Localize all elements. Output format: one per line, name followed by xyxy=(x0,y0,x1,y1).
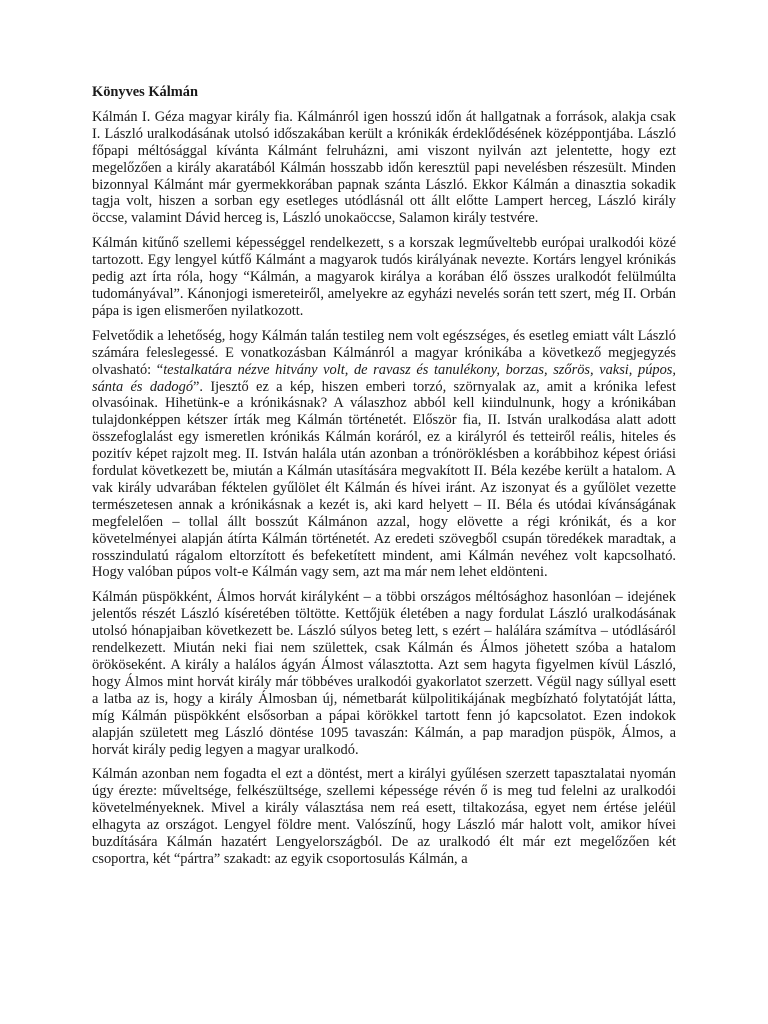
document-page xyxy=(92,84,676,876)
paragraph-text: Felvetődik a lehetőség, hogy Kálmán talán testileg nem volt egészséges, és esetleg emiatt vált László számára feleslegessé. E vonatkozásban Kálmánról a magyar krónikába a következő megjegyzés olvasható: “ xyxy=(92,327,676,378)
paragraph-text: Kálmán kitűnő szellemi képességgel rendelkezett, s a korszak legműveltebb európai uralkodói közé tartozott. Egy lengyel kútfő Kálmánt a magyarok tudós királyának nevezte. Kortárs lengyel krónikás pedig azt írta róla, hogy “Kálmán, a magyarok királya a korában élő összes uralkodót felülmúlta tudományával”. Kánonjogi ismereteiről, amelyekre az egyházi nevelés során tett szert, még II. Orbán pápa is igen elismerően nyilatkozott. xyxy=(92,235,676,319)
paragraph xyxy=(92,589,676,758)
document-title: Könyves Kálmán xyxy=(92,84,198,100)
paragraph-text: Kálmán I. Géza magyar király fia. Kálmánról igen hosszú időn át hallgatnak a források, alakja csak I. László uralkodásának utolsó időszakában került a krónikák érdeklődésének középpontjába. László főpapi méltósággal kívánta Kálmánt felruházni, ami viszont nyilván azt jelentette, hogy ezt megelőzően a király akaratából Kálmán hosszabb időn keresztül papi nevelésben részesült. Minden bizonnyal Kálmánt már gyermekkorában papnak szánta László. Ekkor Kálmán a dinasztia sokadik tagja volt, hiszen a sorban egy esetleges utódlásnál ott állt előtte Lampert herceg, László király öccse, valamint Dávid herceg is, László unokaöccse, Salamon király testvére. xyxy=(92,108,676,227)
paragraph xyxy=(92,766,676,867)
paragraph-text: Kálmán püspökként, Álmos horvát királyként – a többi országos méltósághoz hasonlóan – idejének jelentős részét László kíséretében töltötte. Kettőjük életében a nagy fordulat László uralkodásának utolsó hónapjaiban következett be. László súlyos beteg lett, s ezért – halálára számítva – utódlásáról rendelkezett. Miután neki fiai nem születtek, csak Kálmán és Álmos jöhetett szóba a hatalom örököseként. A király a halálos ágyán Álmost választotta. Azt sem hagyta figyelmen kívül László, hogy Álmos mint horvát király már többéves uralkodói gyakorlatot szerzett. Végül nagy súllyal esett a latba az is, hogy a király Álmosban új, németbarát külpolitikájának megbízható folytatóját látta, míg Kálmán püspökként elsősorban a pápai körökkel tartott fenn jó kapcsolatot. Ezen indokok alapján született meg László döntése 1095 tavaszán: Kálmán, a pap maradjon püspök, Álmos, a horvát király pedig legyen a magyar uralkodó. xyxy=(92,589,676,758)
paragraph-text: ”. Ijesztő ez a kép, hiszen emberi torzó, szörnyalak az, amit a krónika lefest olvasóinak. Hihetünk-e a krónikásnak? A válaszhoz abból kell kiindulnunk, hogy a krónikában tulajdonképpen kétszer írták meg Kálmán történetét. Először fia, II. István uralkodása alatt adott összefoglalást egy ismeretlen krónikás Kálmán koráról, ez a királyról és tetteiről reális, hiteles és pozitív képet rajzolt meg. II. István halála után azonban a trónöröklésben a korábbihoz képest óriási fordulat következett be, miután a Kálmán utasítására megvakított II. Béla kezébe került a hatalom. A vak király udvarában féktelen gyűlölet élt Kálmán és hívei iránt. Az iszonyat és a gyűlölet vezette természetesen annak a krónikásnak a kezét is, aki kard helyett – II. Béla és utódai kívánságának megfelelően – tollal állt bosszút Kálmánon azzal, hogy elövette a régi krónikát, és a kor követelményei alapján átírta Kálmán történetét. Az eredeti szövegből csupán töredékek maradtak, a rosszindulatú rágalom eltorzított és befeketített mindent, ami Kálmán nevéhez volt kapcsolható. Hogy valóban púpos volt-e Kálmán vagy sem, azt ma már nem lehet eldönteni. xyxy=(92,378,676,581)
chronicle-quote: testalkatára nézve hitvány volt, de ravasz és tanulékony, borzas, szőrös, vaksi, púpos, sánta és dadogó xyxy=(92,361,677,395)
paragraph-text: Kálmán azonban nem fogadta el ezt a döntést, mert a királyi gyűlésen szerzett tapasztalatai nyomán úgy érezte: műveltsége, felkészültsége, szellemi képessége révén ő is meg tud felelni az uralkodói követelményeknek. Mivel a király választása nem reá esett, tiltakozása, egyet nem értése jeléül elhagyta az országot. Lengyel földre ment. Valószínű, hogy László már halott volt, amikor hívei buzdítására Kálmán hazatért Lengyelországból. De az uralkodó élt már ezt megelőzően két csoportra, két “pártra” szakadt: az egyik csoportosulás Kálmán, a xyxy=(92,766,676,867)
paragraph xyxy=(92,109,676,227)
paragraph xyxy=(92,235,676,320)
paragraph xyxy=(92,328,676,582)
